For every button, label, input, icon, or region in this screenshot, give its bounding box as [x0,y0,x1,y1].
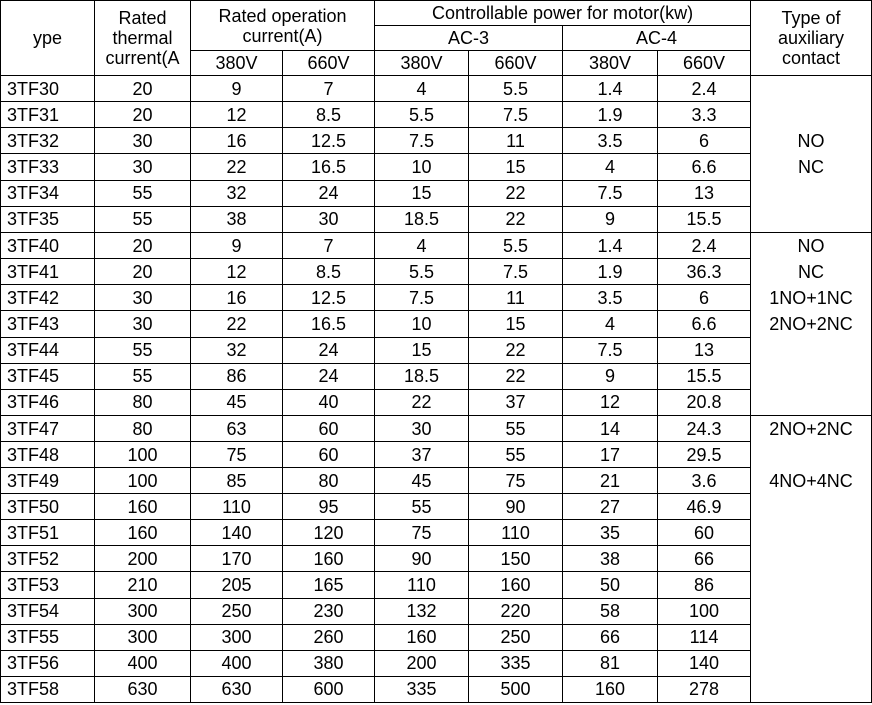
aux-contact-line: NC [798,157,825,177]
value-cell: 5.5 [375,259,469,285]
value-cell: 60 [658,520,751,546]
value-cell: 46.9 [658,494,751,520]
value-cell: 400 [95,650,191,676]
value-cell: 4 [375,76,469,102]
value-cell: 20 [95,102,191,128]
value-cell: 170 [191,546,283,572]
value-cell: 5.5 [469,233,563,259]
aux-contact-line [751,337,871,363]
table-row [1,285,872,311]
value-cell: 100 [95,442,191,468]
value-cell: 12 [563,389,658,415]
value-cell: 6.6 [658,311,751,337]
value-cell: 20 [95,259,191,285]
value-cell: 7.5 [563,337,658,363]
value-cell: 4 [563,154,658,180]
header-thermal-line-1: Rated [118,8,167,28]
value-cell: 300 [95,598,191,624]
value-cell: 6 [658,285,751,311]
table-row [1,546,872,572]
model-cell: 3TF35 [1,206,95,232]
model-cell: 3TF42 [1,285,95,311]
table-row [1,468,872,494]
value-cell: 21 [563,468,658,494]
value-cell: 16 [191,285,283,311]
header-ac3: AC-3 [375,26,563,51]
value-cell: 90 [469,494,563,520]
table-row [1,624,872,650]
header-op-380v: 380V [191,51,283,76]
value-cell: 140 [658,650,751,676]
header-ac3-660v: 660V [469,51,563,76]
header-ac4: AC-4 [563,26,751,51]
table-row [1,76,872,102]
model-cell: 3TF40 [1,233,95,259]
value-cell: 15 [469,311,563,337]
value-cell: 250 [191,598,283,624]
value-cell: 400 [191,650,283,676]
value-cell: 300 [191,624,283,650]
table-header [1,1,872,76]
aux-contact-line: 1NO+1NC [769,288,853,308]
aux-contact-line: NO [797,236,825,256]
value-cell: 1.9 [563,259,658,285]
value-cell: 2.4 [658,76,751,102]
value-cell: 160 [469,572,563,598]
value-cell: 36.3 [658,259,751,285]
value-cell: 12 [191,102,283,128]
value-cell: 27 [563,494,658,520]
value-cell: 55 [469,442,563,468]
value-cell: 15 [469,154,563,180]
value-cell: 15 [375,180,469,206]
value-cell: 110 [375,572,469,598]
value-cell: 80 [283,468,375,494]
value-cell: 29.5 [658,442,751,468]
value-cell: 20.8 [658,389,751,415]
header-aux-line-1: Type of [781,8,841,28]
table-row [1,520,872,546]
value-cell: 90 [375,546,469,572]
value-cell: 60 [283,442,375,468]
model-cell: 3TF30 [1,76,95,102]
value-cell: 7.5 [375,285,469,311]
value-cell: 24 [283,180,375,206]
value-cell: 9 [191,76,283,102]
value-cell: 75 [469,468,563,494]
aux-contact-line [751,363,871,389]
value-cell: 75 [375,520,469,546]
model-cell: 3TF45 [1,363,95,389]
value-cell: 120 [283,520,375,546]
header-operation-line-2: current(A) [242,25,323,46]
header-thermal-line-2: thermal [112,28,173,48]
table-row [1,676,872,702]
value-cell: 81 [563,650,658,676]
header-ac3-380v: 380V [375,51,469,76]
value-cell: 55 [469,416,563,442]
value-cell: 22 [191,154,283,180]
value-cell: 30 [95,285,191,311]
value-cell: 1.4 [563,76,658,102]
value-cell: 7.5 [469,259,563,285]
table-row [1,259,872,285]
model-cell: 3TF54 [1,598,95,624]
value-cell: 30 [95,154,191,180]
header-aux-line-2: auxiliary [778,28,845,48]
header-type: ype [1,1,95,76]
table-row [1,598,872,624]
value-cell: 9 [563,363,658,389]
value-cell: 22 [469,180,563,206]
value-cell: 5.5 [375,102,469,128]
value-cell: 18.5 [375,363,469,389]
value-cell: 30 [375,416,469,442]
value-cell: 20 [95,76,191,102]
value-cell: 4 [563,311,658,337]
aux-contact-line [751,76,871,102]
value-cell: 12.5 [283,285,375,311]
aux-contact-line: NO [797,131,825,151]
value-cell: 150 [469,546,563,572]
value-cell: 7 [283,76,375,102]
value-cell: 110 [191,494,283,520]
table-row [1,311,872,337]
aux-contact-cell [751,76,872,233]
table-row [1,128,872,154]
value-cell: 38 [191,206,283,232]
value-cell: 3.3 [658,102,751,128]
value-cell: 32 [191,180,283,206]
value-cell: 22 [469,337,563,363]
model-cell: 3TF50 [1,494,95,520]
value-cell: 1.4 [563,233,658,259]
value-cell: 20 [95,233,191,259]
header-rated-thermal-current [95,1,191,76]
value-cell: 24 [283,337,375,363]
model-cell: 3TF49 [1,468,95,494]
value-cell: 7.5 [469,102,563,128]
aux-contact-line [751,389,871,415]
table-row [1,389,872,415]
model-cell: 3TF53 [1,572,95,598]
value-cell: 230 [283,598,375,624]
aux-contact-line [751,650,871,676]
model-cell: 3TF56 [1,650,95,676]
model-cell: 3TF52 [1,546,95,572]
value-cell: 3.5 [563,128,658,154]
aux-contact-line [751,572,871,598]
table-body [1,76,872,703]
aux-contact-line [751,546,871,572]
aux-contact-cell [751,233,872,416]
value-cell: 2.4 [658,233,751,259]
value-cell: 6.6 [658,154,751,180]
value-cell: 55 [375,494,469,520]
value-cell: 86 [658,572,751,598]
value-cell: 160 [95,520,191,546]
value-cell: 24.3 [658,416,751,442]
value-cell: 250 [469,624,563,650]
model-cell: 3TF46 [1,389,95,415]
model-cell: 3TF43 [1,311,95,337]
value-cell: 35 [563,520,658,546]
value-cell: 15.5 [658,363,751,389]
value-cell: 100 [658,598,751,624]
value-cell: 9 [191,233,283,259]
value-cell: 300 [95,624,191,650]
value-cell: 60 [283,416,375,442]
value-cell: 132 [375,598,469,624]
value-cell: 16.5 [283,311,375,337]
value-cell: 140 [191,520,283,546]
aux-contact-line: 4NO+4NC [769,471,853,491]
value-cell: 55 [95,206,191,232]
table-row [1,416,872,442]
model-cell: 3TF41 [1,259,95,285]
value-cell: 16 [191,128,283,154]
value-cell: 600 [283,676,375,702]
aux-contact-line [751,520,871,546]
value-cell: 205 [191,572,283,598]
value-cell: 8.5 [283,259,375,285]
value-cell: 13 [658,337,751,363]
value-cell: 11 [469,128,563,154]
table-row [1,650,872,676]
value-cell: 13 [658,180,751,206]
model-cell: 3TF47 [1,416,95,442]
value-cell: 95 [283,494,375,520]
table-row [1,363,872,389]
header-controllable-power: Controllable power for motor(kw) [375,1,751,26]
value-cell: 38 [563,546,658,572]
value-cell: 8.5 [283,102,375,128]
value-cell: 22 [191,311,283,337]
table-row [1,154,872,180]
model-cell: 3TF31 [1,102,95,128]
value-cell: 500 [469,676,563,702]
value-cell: 55 [95,180,191,206]
model-cell: 3TF32 [1,128,95,154]
value-cell: 16.5 [283,154,375,180]
value-cell: 10 [375,154,469,180]
value-cell: 110 [469,520,563,546]
value-cell: 55 [95,363,191,389]
value-cell: 22 [375,389,469,415]
value-cell: 114 [658,624,751,650]
table-row [1,233,872,259]
table-row [1,180,872,206]
value-cell: 278 [658,676,751,702]
value-cell: 80 [95,389,191,415]
value-cell: 335 [469,650,563,676]
value-cell: 1.9 [563,102,658,128]
value-cell: 30 [283,206,375,232]
value-cell: 22 [469,363,563,389]
value-cell: 380 [283,650,375,676]
value-cell: 200 [95,546,191,572]
aux-contact-line [751,442,871,468]
header-op-660v: 660V [283,51,375,76]
model-cell: 3TF58 [1,676,95,702]
aux-contact-line [751,180,871,206]
value-cell: 160 [563,676,658,702]
aux-contact-line [751,676,871,702]
value-cell: 37 [375,442,469,468]
header-thermal-line-3: current(A [105,48,180,68]
value-cell: 66 [563,624,658,650]
aux-contact-line: 2NO+2NC [769,314,853,334]
value-cell: 630 [95,676,191,702]
value-cell: 10 [375,311,469,337]
aux-contact-line [751,206,871,232]
value-cell: 5.5 [469,76,563,102]
value-cell: 12.5 [283,128,375,154]
aux-contact-line [751,494,871,520]
value-cell: 45 [375,468,469,494]
table-row [1,494,872,520]
value-cell: 9 [563,206,658,232]
value-cell: 11 [469,285,563,311]
value-cell: 30 [95,311,191,337]
value-cell: 50 [563,572,658,598]
value-cell: 200 [375,650,469,676]
model-cell: 3TF44 [1,337,95,363]
value-cell: 15 [375,337,469,363]
table-row [1,442,872,468]
value-cell: 18.5 [375,206,469,232]
aux-contact-line: NC [798,262,825,282]
value-cell: 165 [283,572,375,598]
value-cell: 17 [563,442,658,468]
value-cell: 630 [191,676,283,702]
value-cell: 86 [191,363,283,389]
value-cell: 160 [375,624,469,650]
value-cell: 15.5 [658,206,751,232]
value-cell: 12 [191,259,283,285]
model-cell: 3TF33 [1,154,95,180]
header-ac4-380v: 380V [563,51,658,76]
value-cell: 37 [469,389,563,415]
model-cell: 3TF34 [1,180,95,206]
value-cell: 40 [283,389,375,415]
value-cell: 210 [95,572,191,598]
header-ac4-660v: 660V [658,51,751,76]
value-cell: 45 [191,389,283,415]
aux-contact-line [751,624,871,650]
value-cell: 66 [658,546,751,572]
model-cell: 3TF51 [1,520,95,546]
value-cell: 75 [191,442,283,468]
header-operation-line-1: Rated operation [218,5,347,26]
value-cell: 100 [95,468,191,494]
value-cell: 32 [191,337,283,363]
table-row [1,572,872,598]
value-cell: 6 [658,128,751,154]
value-cell: 7 [283,233,375,259]
aux-contact-cell [751,416,872,703]
value-cell: 55 [95,337,191,363]
header-auxiliary-contact [751,1,872,76]
aux-contact-line: 2NO+2NC [769,419,853,439]
value-cell: 260 [283,624,375,650]
value-cell: 4 [375,233,469,259]
aux-contact-line [751,102,871,128]
value-cell: 7.5 [563,180,658,206]
value-cell: 63 [191,416,283,442]
model-cell: 3TF48 [1,442,95,468]
header-aux-line-3: contact [782,48,841,68]
value-cell: 160 [283,546,375,572]
table-row [1,206,872,232]
value-cell: 160 [95,494,191,520]
value-cell: 58 [563,598,658,624]
table-row [1,337,872,363]
value-cell: 220 [469,598,563,624]
aux-contact-line [751,598,871,624]
value-cell: 335 [375,676,469,702]
value-cell: 80 [95,416,191,442]
table-row [1,102,872,128]
value-cell: 24 [283,363,375,389]
value-cell: 7.5 [375,128,469,154]
header-rated-operation-current [191,1,375,51]
value-cell: 3.6 [658,468,751,494]
value-cell: 22 [469,206,563,232]
model-cell: 3TF55 [1,624,95,650]
value-cell: 30 [95,128,191,154]
value-cell: 14 [563,416,658,442]
value-cell: 3.5 [563,285,658,311]
value-cell: 85 [191,468,283,494]
